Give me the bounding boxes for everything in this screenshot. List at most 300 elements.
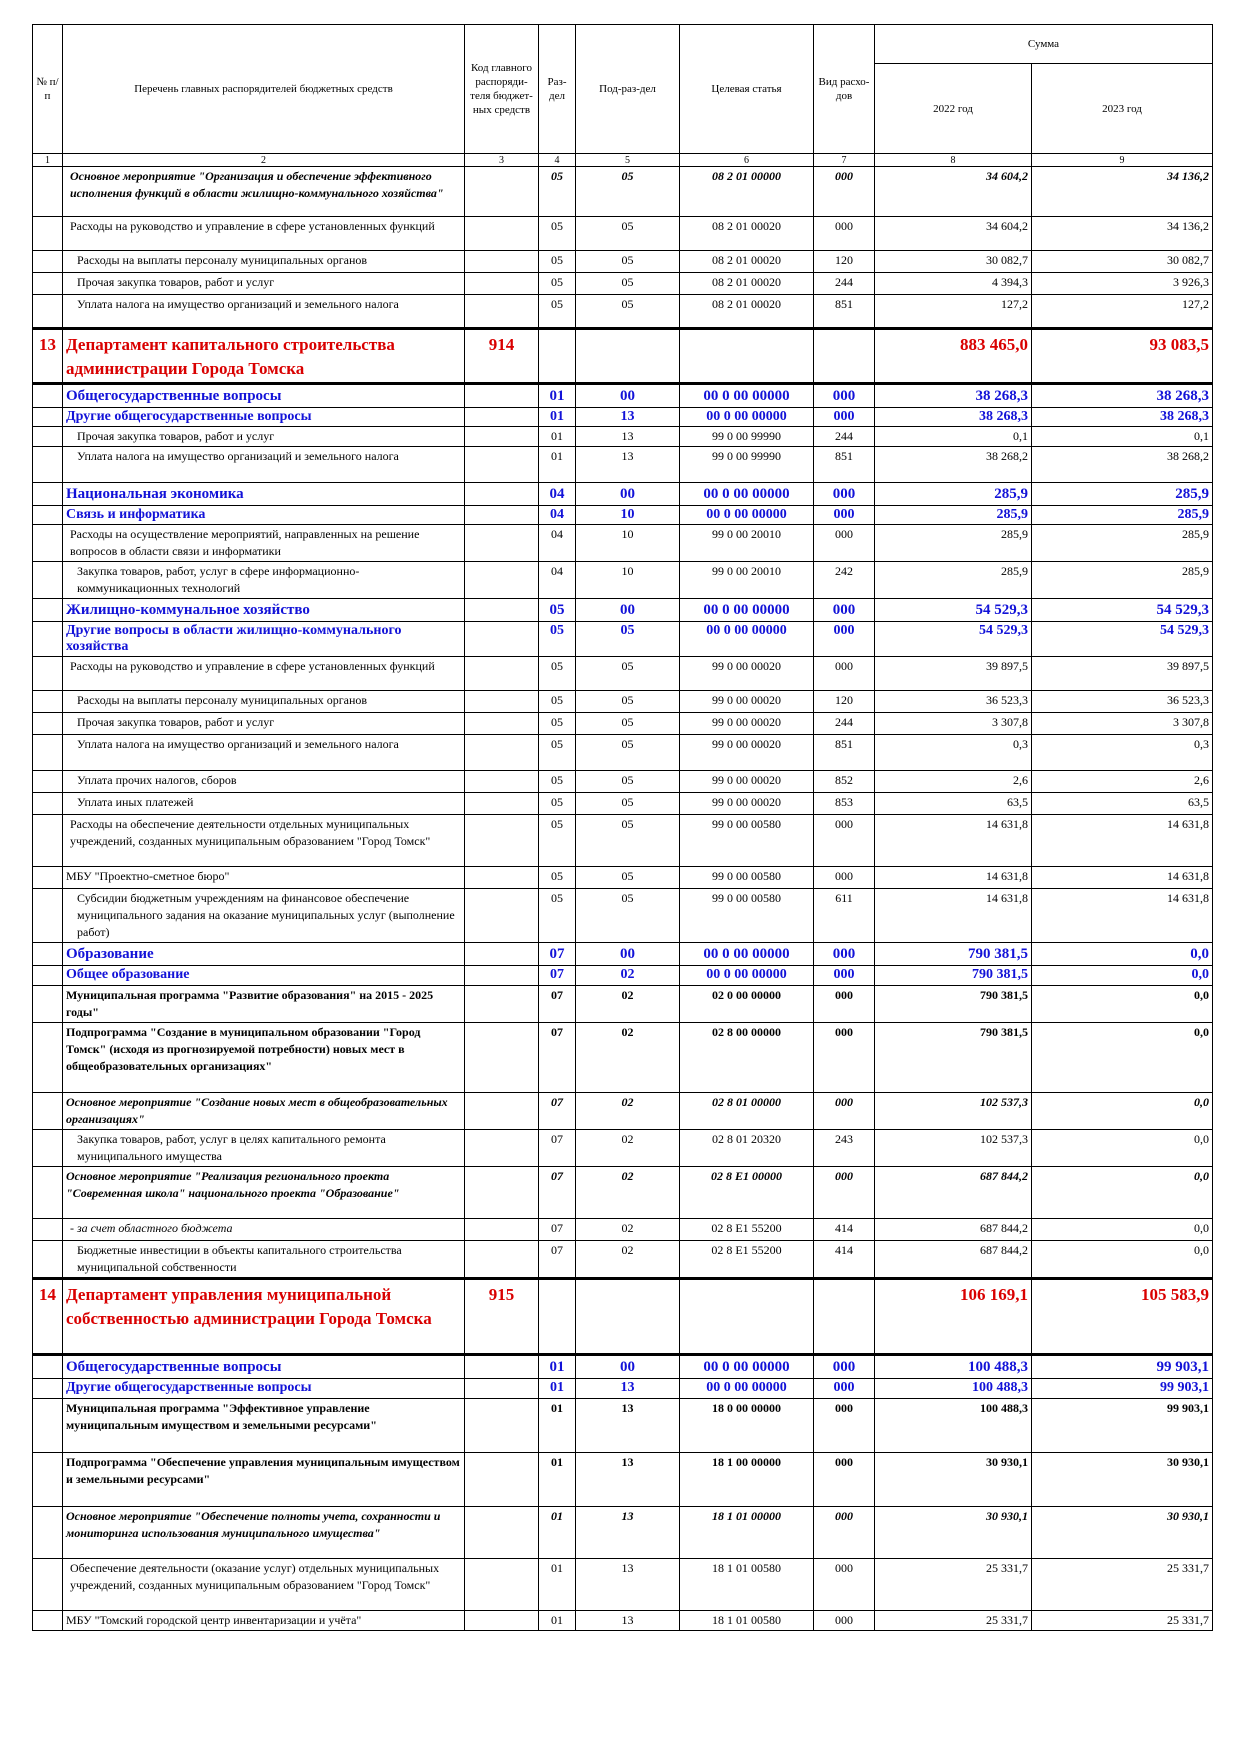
- row-sum-2023: 36 523,3: [1032, 691, 1213, 713]
- row-vid: 414: [814, 1241, 875, 1279]
- row-number: [33, 295, 63, 329]
- table-row: [33, 447, 1213, 483]
- row-sum-2023: 30 082,7: [1032, 251, 1213, 273]
- header-podrazdel: Под-раз-дел: [576, 25, 680, 154]
- row-razdel: 01: [539, 1559, 576, 1611]
- row-target: 00 0 00 00000: [680, 622, 814, 657]
- table-row: [33, 1379, 1213, 1399]
- table-row: [33, 167, 1213, 217]
- row-name: Связь и информатика: [63, 506, 465, 525]
- row-podrazdel: 05: [576, 691, 680, 713]
- row-target: 02 0 00 00000: [680, 986, 814, 1023]
- row-sum-2022: 100 488,3: [875, 1399, 1032, 1453]
- row-code: [465, 1093, 539, 1130]
- table-row: [33, 1507, 1213, 1559]
- row-vid: 852: [814, 771, 875, 793]
- row-number: [33, 599, 63, 622]
- row-code: [465, 1399, 539, 1453]
- row-sum-2023: 99 903,1: [1032, 1399, 1213, 1453]
- row-razdel: 05: [539, 867, 576, 889]
- row-podrazdel: 05: [576, 622, 680, 657]
- row-number: [33, 771, 63, 793]
- row-name: Расходы на обеспечение деятельности отдельных муниципальных учреждений, созданных муниципальным образованием "Город Томск": [63, 815, 465, 867]
- row-name: Подпрограмма "Обеспечение управления муниципальным имуществом и земельными ресурсами": [63, 1453, 465, 1507]
- row-code: 914: [465, 329, 539, 384]
- row-target: [680, 329, 814, 384]
- row-vid: 000: [814, 384, 875, 408]
- table-row: [33, 1355, 1213, 1379]
- row-sum-2022: 790 381,5: [875, 1023, 1032, 1093]
- header-razdel: Раз-дел: [539, 25, 576, 154]
- row-sum-2022: 25 331,7: [875, 1611, 1032, 1631]
- row-sum-2023: 99 903,1: [1032, 1379, 1213, 1399]
- row-sum-2022: 102 537,3: [875, 1130, 1032, 1167]
- row-podrazdel: 05: [576, 295, 680, 329]
- table-row: [33, 1219, 1213, 1241]
- header-no: № п/п: [33, 25, 63, 154]
- column-number: 3: [465, 154, 539, 167]
- table-row: [33, 1241, 1213, 1279]
- row-vid: 414: [814, 1219, 875, 1241]
- row-vid: 000: [814, 525, 875, 562]
- row-sum-2022: 106 169,1: [875, 1279, 1032, 1355]
- row-sum-2022: 38 268,2: [875, 447, 1032, 483]
- row-sum-2023: 0,0: [1032, 1023, 1213, 1093]
- row-podrazdel: 05: [576, 815, 680, 867]
- row-number: [33, 167, 63, 217]
- table-row: [33, 735, 1213, 771]
- row-target: 99 0 00 00580: [680, 815, 814, 867]
- row-target: 02 8 01 00000: [680, 1093, 814, 1130]
- row-number: [33, 1093, 63, 1130]
- row-number: [33, 867, 63, 889]
- table-row: [33, 1130, 1213, 1167]
- row-target: 00 0 00 00000: [680, 408, 814, 427]
- row-razdel: 05: [539, 657, 576, 691]
- row-vid: [814, 329, 875, 384]
- row-target: 99 0 00 00020: [680, 691, 814, 713]
- row-sum-2023: 0,3: [1032, 735, 1213, 771]
- table-row: [33, 1399, 1213, 1453]
- row-number: [33, 657, 63, 691]
- row-podrazdel: 13: [576, 1453, 680, 1507]
- row-name: Закупка товаров, работ, услуг в сфере информационно-коммуникационных технологий: [63, 562, 465, 599]
- row-sum-2023: 54 529,3: [1032, 599, 1213, 622]
- row-sum-2023: 34 136,2: [1032, 217, 1213, 251]
- row-number: [33, 506, 63, 525]
- column-numbers-row: [33, 154, 1213, 167]
- header-2022: 2022 год: [875, 64, 1032, 154]
- row-razdel: 05: [539, 273, 576, 295]
- column-number: 4: [539, 154, 576, 167]
- row-number: 14: [33, 1279, 63, 1355]
- row-target: 00 0 00 00000: [680, 966, 814, 986]
- row-sum-2023: 3 307,8: [1032, 713, 1213, 735]
- row-podrazdel: 13: [576, 427, 680, 447]
- row-name: Прочая закупка товаров, работ и услуг: [63, 273, 465, 295]
- row-code: [465, 867, 539, 889]
- row-code: [465, 657, 539, 691]
- row-razdel: 05: [539, 735, 576, 771]
- row-target: 00 0 00 00000: [680, 1379, 814, 1399]
- row-vid: 243: [814, 1130, 875, 1167]
- row-sum-2022: 0,1: [875, 427, 1032, 447]
- table-row: [33, 217, 1213, 251]
- row-name: Закупка товаров, работ, услуг в целях капитального ремонта муниципального имущества: [63, 1130, 465, 1167]
- row-name: Общегосударственные вопросы: [63, 384, 465, 408]
- row-number: [33, 1559, 63, 1611]
- row-number: [33, 1023, 63, 1093]
- row-name: Подпрограмма "Создание в муниципальном образовании "Город Томск" (исходя из прогнозируемой потребности) новых мест в общеобразовательных организациях": [63, 1023, 465, 1093]
- row-sum-2023: 127,2: [1032, 295, 1213, 329]
- row-vid: 000: [814, 599, 875, 622]
- row-number: [33, 1611, 63, 1631]
- row-sum-2023: 285,9: [1032, 506, 1213, 525]
- row-code: [465, 986, 539, 1023]
- row-sum-2022: 790 381,5: [875, 943, 1032, 966]
- row-podrazdel: 00: [576, 1355, 680, 1379]
- row-sum-2022: 687 844,2: [875, 1167, 1032, 1219]
- row-podrazdel: 05: [576, 167, 680, 217]
- row-code: [465, 1379, 539, 1399]
- row-sum-2023: 0,0: [1032, 1093, 1213, 1130]
- table-row: [33, 408, 1213, 427]
- row-sum-2022: 687 844,2: [875, 1241, 1032, 1279]
- row-code: [465, 691, 539, 713]
- row-target: 00 0 00 00000: [680, 506, 814, 525]
- row-sum-2022: 34 604,2: [875, 217, 1032, 251]
- row-sum-2022: 39 897,5: [875, 657, 1032, 691]
- row-code: [465, 506, 539, 525]
- row-target: 02 8 E1 55200: [680, 1219, 814, 1241]
- row-name: Национальная экономика: [63, 483, 465, 506]
- row-razdel: 07: [539, 1023, 576, 1093]
- row-number: [33, 713, 63, 735]
- row-code: [465, 1167, 539, 1219]
- row-sum-2023: 0,0: [1032, 986, 1213, 1023]
- row-target: 18 1 01 00580: [680, 1559, 814, 1611]
- row-number: [33, 384, 63, 408]
- row-sum-2023: 0,1: [1032, 427, 1213, 447]
- table-body: [33, 167, 1213, 1631]
- table-row: [33, 771, 1213, 793]
- row-vid: 000: [814, 1453, 875, 1507]
- row-code: [465, 1219, 539, 1241]
- row-target: 00 0 00 00000: [680, 599, 814, 622]
- row-target: 00 0 00 00000: [680, 1355, 814, 1379]
- row-sum-2023: 99 903,1: [1032, 1355, 1213, 1379]
- row-razdel: 01: [539, 427, 576, 447]
- row-target: 18 1 01 00580: [680, 1611, 814, 1631]
- row-name: Уплата налога на имущество организаций и земельного налога: [63, 447, 465, 483]
- row-sum-2023: 54 529,3: [1032, 622, 1213, 657]
- table-row: [33, 1023, 1213, 1093]
- row-vid: 242: [814, 562, 875, 599]
- row-razdel: 05: [539, 691, 576, 713]
- row-sum-2023: 0,0: [1032, 1130, 1213, 1167]
- row-vid: 120: [814, 691, 875, 713]
- row-code: [465, 622, 539, 657]
- row-podrazdel: [576, 1279, 680, 1355]
- row-vid: 244: [814, 427, 875, 447]
- row-code: [465, 1130, 539, 1167]
- row-vid: 853: [814, 793, 875, 815]
- row-podrazdel: [576, 329, 680, 384]
- budget-table: [32, 24, 1213, 1631]
- row-sum-2023: 0,0: [1032, 1241, 1213, 1279]
- row-sum-2023: 38 268,3: [1032, 384, 1213, 408]
- row-podrazdel: 05: [576, 217, 680, 251]
- row-code: [465, 735, 539, 771]
- row-target: 02 8 01 20320: [680, 1130, 814, 1167]
- row-number: [33, 562, 63, 599]
- row-number: [33, 217, 63, 251]
- row-sum-2023: 0,0: [1032, 1219, 1213, 1241]
- row-code: [465, 815, 539, 867]
- table-row: [33, 867, 1213, 889]
- row-podrazdel: 02: [576, 1023, 680, 1093]
- row-target: 08 2 01 00000: [680, 167, 814, 217]
- row-razdel: 05: [539, 771, 576, 793]
- row-sum-2023: 0,0: [1032, 943, 1213, 966]
- table-row: [33, 295, 1213, 329]
- row-number: [33, 622, 63, 657]
- row-razdel: 01: [539, 1379, 576, 1399]
- table-row: [33, 506, 1213, 525]
- row-name: Основное мероприятие "Реализация регионального проекта "Современная школа" национального проекта "Образование": [63, 1167, 465, 1219]
- row-vid: 244: [814, 713, 875, 735]
- row-number: [33, 889, 63, 943]
- row-sum-2023: 14 631,8: [1032, 815, 1213, 867]
- row-number: [33, 793, 63, 815]
- header-sum: Сумма: [875, 25, 1213, 64]
- row-sum-2023: 0,0: [1032, 1167, 1213, 1219]
- row-razdel: 05: [539, 713, 576, 735]
- row-name: Уплата прочих налогов, сборов: [63, 771, 465, 793]
- row-sum-2022: 30 930,1: [875, 1507, 1032, 1559]
- row-vid: 000: [814, 506, 875, 525]
- row-razdel: 01: [539, 1355, 576, 1379]
- table-row: [33, 889, 1213, 943]
- row-name: Прочая закупка товаров, работ и услуг: [63, 713, 465, 735]
- row-target: 02 8 E1 00000: [680, 1167, 814, 1219]
- table-row: [33, 657, 1213, 691]
- row-razdel: 01: [539, 384, 576, 408]
- row-name: Основное мероприятие "Организация и обеспечение эффективного исполнения функций в области жилищно-коммунального хозяйства": [63, 167, 465, 217]
- row-sum-2023: 39 897,5: [1032, 657, 1213, 691]
- row-podrazdel: 02: [576, 1219, 680, 1241]
- row-name: Общегосударственные вопросы: [63, 1355, 465, 1379]
- row-name: Прочая закупка товаров, работ и услуг: [63, 427, 465, 447]
- row-sum-2022: 285,9: [875, 506, 1032, 525]
- table-row: [33, 943, 1213, 966]
- row-name: Расходы на руководство и управление в сфере установленных функций: [63, 217, 465, 251]
- header-2023: 2023 год: [1032, 64, 1213, 154]
- table-row: [33, 251, 1213, 273]
- row-sum-2023: 30 930,1: [1032, 1453, 1213, 1507]
- row-vid: 000: [814, 867, 875, 889]
- row-name: Жилищно-коммунальное хозяйство: [63, 599, 465, 622]
- row-target: 99 0 00 99990: [680, 447, 814, 483]
- row-name: МБУ "Томский городской центр инвентаризации и учёта": [63, 1611, 465, 1631]
- row-razdel: 01: [539, 1611, 576, 1631]
- row-vid: 000: [814, 1507, 875, 1559]
- row-podrazdel: 13: [576, 1559, 680, 1611]
- row-number: [33, 815, 63, 867]
- header-target: Целевая статья: [680, 25, 814, 154]
- row-number: [33, 447, 63, 483]
- row-target: 00 0 00 00000: [680, 384, 814, 408]
- row-podrazdel: 10: [576, 506, 680, 525]
- row-name: МБУ "Проектно-сметное бюро": [63, 867, 465, 889]
- row-name: Уплата налога на имущество организаций и земельного налога: [63, 735, 465, 771]
- row-razdel: 04: [539, 483, 576, 506]
- row-target: 99 0 00 20010: [680, 525, 814, 562]
- row-name: Расходы на осуществление мероприятий, направленных на решение вопросов в области связи и информатики: [63, 525, 465, 562]
- row-razdel: 01: [539, 1507, 576, 1559]
- row-number: [33, 1507, 63, 1559]
- row-sum-2022: 0,3: [875, 735, 1032, 771]
- table-row: [33, 691, 1213, 713]
- row-sum-2023: 38 268,3: [1032, 408, 1213, 427]
- row-vid: 000: [814, 966, 875, 986]
- row-number: 13: [33, 329, 63, 384]
- column-number: 5: [576, 154, 680, 167]
- row-vid: 000: [814, 1355, 875, 1379]
- header-name: Перечень главных распорядителей бюджетных средств: [63, 25, 465, 154]
- row-code: [465, 408, 539, 427]
- row-target: 99 0 00 00580: [680, 867, 814, 889]
- row-vid: 851: [814, 735, 875, 771]
- row-vid: 851: [814, 447, 875, 483]
- row-name: Основное мероприятие "Создание новых мест в общеобразовательных организациях": [63, 1093, 465, 1130]
- row-code: [465, 1355, 539, 1379]
- row-sum-2022: 36 523,3: [875, 691, 1032, 713]
- row-name: Расходы на выплаты персоналу муниципальных органов: [63, 691, 465, 713]
- row-vid: 120: [814, 251, 875, 273]
- row-podrazdel: 05: [576, 793, 680, 815]
- row-sum-2022: 4 394,3: [875, 273, 1032, 295]
- row-vid: 000: [814, 483, 875, 506]
- row-code: [465, 1559, 539, 1611]
- row-number: [33, 691, 63, 713]
- row-razdel: 07: [539, 986, 576, 1023]
- row-name: Расходы на выплаты персоналу муниципальных органов: [63, 251, 465, 273]
- row-sum-2022: 102 537,3: [875, 1093, 1032, 1130]
- row-name: Расходы на руководство и управление в сфере установленных функций: [63, 657, 465, 691]
- row-number: [33, 735, 63, 771]
- column-number: 1: [33, 154, 63, 167]
- row-target: 02 8 00 00000: [680, 1023, 814, 1093]
- row-podrazdel: 02: [576, 966, 680, 986]
- row-code: [465, 713, 539, 735]
- table-row: [33, 966, 1213, 986]
- table-row: [33, 622, 1213, 657]
- row-number: [33, 1453, 63, 1507]
- row-vid: 000: [814, 815, 875, 867]
- row-vid: 000: [814, 1379, 875, 1399]
- row-code: [465, 251, 539, 273]
- table-row: [33, 793, 1213, 815]
- row-sum-2023: 285,9: [1032, 483, 1213, 506]
- row-code: [465, 562, 539, 599]
- row-sum-2023: 93 083,5: [1032, 329, 1213, 384]
- row-code: [465, 1453, 539, 1507]
- row-razdel: 07: [539, 1093, 576, 1130]
- row-sum-2022: 285,9: [875, 483, 1032, 506]
- header-vid: Вид расхо-дов: [814, 25, 875, 154]
- row-target: 99 0 00 00020: [680, 735, 814, 771]
- row-sum-2023: 285,9: [1032, 525, 1213, 562]
- row-sum-2023: 63,5: [1032, 793, 1213, 815]
- row-vid: 851: [814, 295, 875, 329]
- row-vid: 000: [814, 1023, 875, 1093]
- row-sum-2023: 14 631,8: [1032, 867, 1213, 889]
- row-number: [33, 1219, 63, 1241]
- row-razdel: 01: [539, 1399, 576, 1453]
- row-razdel: 07: [539, 1130, 576, 1167]
- row-target: 18 0 00 00000: [680, 1399, 814, 1453]
- row-vid: 000: [814, 657, 875, 691]
- row-vid: 000: [814, 217, 875, 251]
- row-vid: 000: [814, 408, 875, 427]
- row-razdel: 05: [539, 889, 576, 943]
- table-row: [33, 986, 1213, 1023]
- row-razdel: 04: [539, 506, 576, 525]
- row-code: [465, 427, 539, 447]
- department-row: [33, 329, 1213, 384]
- row-number: [33, 1167, 63, 1219]
- row-name: Уплата налога на имущество организаций и земельного налога: [63, 295, 465, 329]
- row-code: [465, 1241, 539, 1279]
- row-sum-2022: 30 930,1: [875, 1453, 1032, 1507]
- row-name: Другие вопросы в области жилищно-коммунального хозяйства: [63, 622, 465, 657]
- row-name: Департамент управления муниципальной собственностью администрации Города Томска: [63, 1279, 465, 1355]
- row-razdel: 05: [539, 251, 576, 273]
- row-sum-2022: 883 465,0: [875, 329, 1032, 384]
- row-code: [465, 295, 539, 329]
- table-row: [33, 815, 1213, 867]
- row-name: Бюджетные инвестиции в объекты капитального строительства муниципальной собственности: [63, 1241, 465, 1279]
- column-number: 9: [1032, 154, 1213, 167]
- budget-table-sheet: [32, 24, 1212, 1631]
- row-name: Муниципальная программа "Эффективное управление муниципальным имуществом и земельными ресурсами": [63, 1399, 465, 1453]
- row-razdel: 04: [539, 525, 576, 562]
- row-podrazdel: 13: [576, 1379, 680, 1399]
- row-vid: 000: [814, 1611, 875, 1631]
- row-podrazdel: 05: [576, 867, 680, 889]
- row-target: 99 0 00 00020: [680, 771, 814, 793]
- row-podrazdel: 02: [576, 1241, 680, 1279]
- row-code: [465, 771, 539, 793]
- row-vid: 000: [814, 1399, 875, 1453]
- table-row: [33, 562, 1213, 599]
- row-target: 99 0 00 00020: [680, 713, 814, 735]
- row-number: [33, 986, 63, 1023]
- row-target: 99 0 00 20010: [680, 562, 814, 599]
- row-sum-2022: 285,9: [875, 525, 1032, 562]
- row-razdel: 01: [539, 408, 576, 427]
- row-vid: 000: [814, 1559, 875, 1611]
- row-vid: 000: [814, 1167, 875, 1219]
- table-row: [33, 273, 1213, 295]
- row-sum-2023: 25 331,7: [1032, 1611, 1213, 1631]
- row-target: 08 2 01 00020: [680, 217, 814, 251]
- row-sum-2023: 3 926,3: [1032, 273, 1213, 295]
- row-razdel: 05: [539, 793, 576, 815]
- row-podrazdel: 13: [576, 1507, 680, 1559]
- row-sum-2023: 14 631,8: [1032, 889, 1213, 943]
